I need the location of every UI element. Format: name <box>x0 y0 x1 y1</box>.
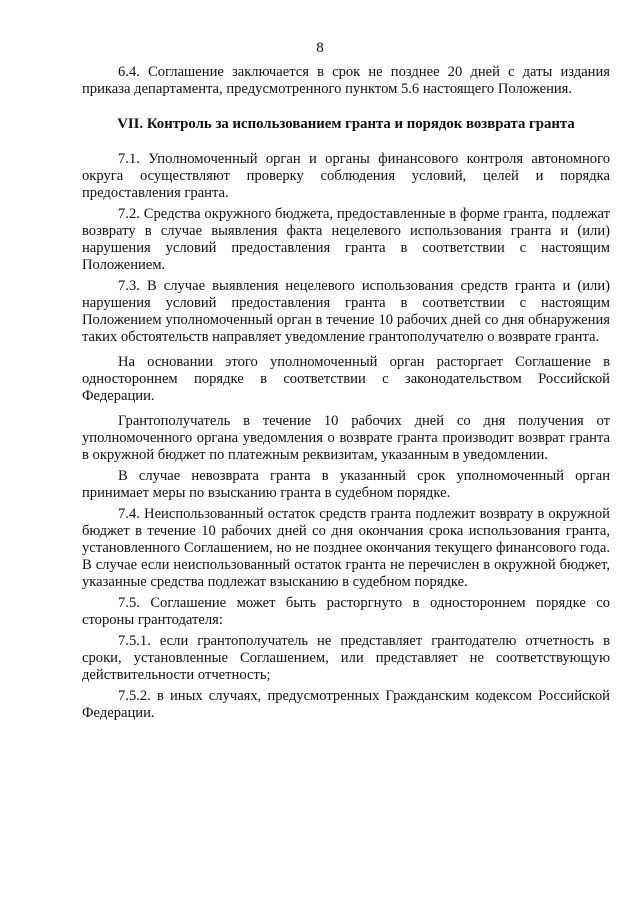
paragraph-7-1: 7.1. Уполномоченный орган и органы финансового контроля автономного округа осуществляют проверку соблюдения условий, целей и порядка предоставления гранта. <box>82 151 610 201</box>
paragraph-7-5: 7.5. Соглашение может быть расторгнуто в одностороннем порядке со стороны грантодателя: <box>82 595 610 628</box>
section-heading: VII. Контроль за использованием гранта и порядок возврата гранта <box>117 116 575 132</box>
paragraph-6-4: 6.4. Соглашение заключается в срок не позднее 20 дней с даты издания приказа департамента, предусмотренного пунктом 5.6 настоящего Положения. <box>82 64 610 97</box>
paragraph-7-5-2: 7.5.2. в иных случаях, предусмотренных Гражданским кодексом Российской Федерации. <box>82 688 610 721</box>
paragraph-7-3: 7.3. В случае выявления нецелевого использования средств гранта и (или) нарушения условий предоставления гранта в соответствии с настоящим Положением уполномоченный орган в течение 10 рабочих дней со дня обнаружения таких обстоятельств направляет уведомление грантополучателю о возврате гранта. <box>82 278 610 345</box>
document-body <box>82 64 610 726</box>
paragraph-grant-return: Грантополучатель в течение 10 рабочих дней со дня получения от уполномоченного органа уведомления о возврате гранта производит возврат гранта в окружной бюджет по платежным реквизитам, указанным в уведомлении. <box>82 413 610 463</box>
paragraph-termination-basis: На основании этого уполномоченный орган расторгает Соглашение в одностороннем порядке в соответствии с законодательством Российской Федерации. <box>82 354 610 404</box>
paragraph-7-5-1: 7.5.1. если грантополучатель не представляет грантодателю отчетность в сроки, установленные Соглашением, или представляет не соответствующую действительности отчетность; <box>82 633 610 683</box>
page-number: 8 <box>316 40 324 56</box>
paragraph-7-4: 7.4. Неиспользованный остаток средств гранта подлежит возврату в окружной бюджет в течение 10 рабочих дней со дня окончания срока использования гранта, установленного Соглашением, но не позднее окончания текущего финансового года. В случае если неиспользованный остаток гранта не перечислен в окружной бюджет, указанные средства подлежат взысканию в судебном порядке. <box>82 506 610 590</box>
paragraph-non-return: В случае невозврата гранта в указанный срок уполномоченный орган принимает меры по взысканию гранта в судебном порядке. <box>82 468 610 501</box>
paragraph-7-2: 7.2. Средства окружного бюджета, предоставленные в форме гранта, подлежат возврату в случае выявления факта нецелевого использования гранта и (или) нарушения условий предоставления гранта в соответствии с настоящим Положением. <box>82 206 610 273</box>
